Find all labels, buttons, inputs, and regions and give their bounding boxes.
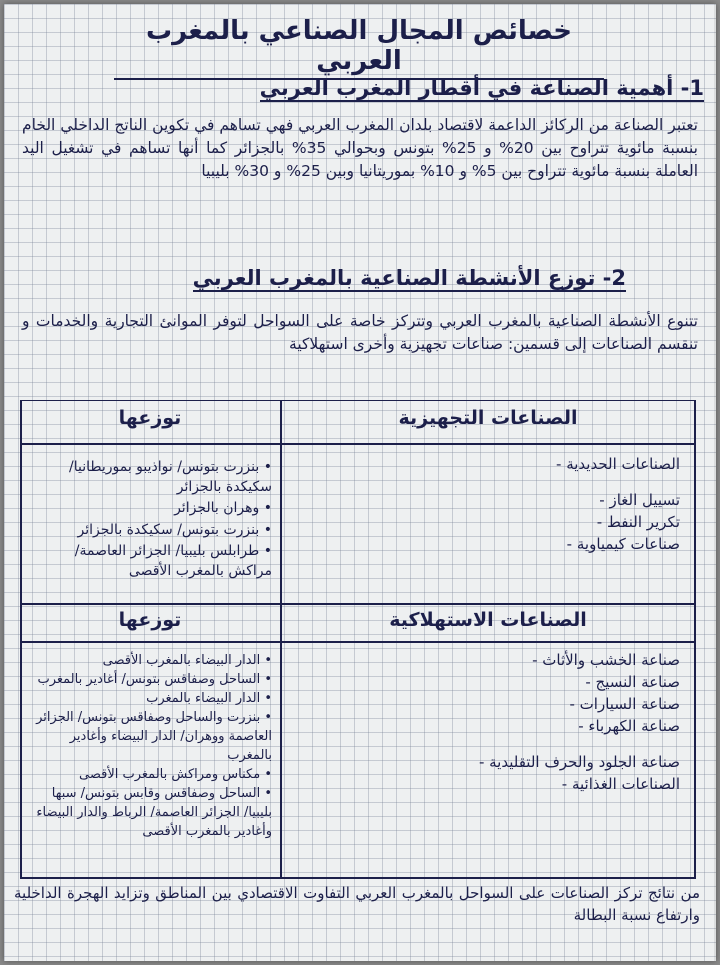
conclusion-text: من نتائج تركز الصناعات على السواحل بالمغرب العربي التفاوت الاقتصادي بين المناطق وتزايد الهجرة الداخلية وارتفاع نسبة البطالة [14, 884, 700, 924]
equipment-industries-list [290, 453, 680, 555]
list-item: • مكناس ومراكش بالمغرب الأقصى [32, 765, 272, 784]
list-item: • الدار البيضاء بالمغرب [32, 689, 272, 708]
list-item: صناعة الخشب والأثاث - [290, 649, 680, 671]
consumer-distribution-header: توزعها [118, 609, 182, 631]
table-divider-section [22, 603, 694, 605]
list-item: تسييل الغاز - [290, 489, 680, 511]
list-item: الصناعات الغذائية - [290, 773, 680, 795]
list-item: • طرابلس بليبيا/ الجزائر العاصمة/ مراكش بالمغرب الأقصى [32, 541, 272, 581]
list-item: صناعة الكهرباء - [290, 715, 680, 737]
list-item: • بنزرت والساحل وصفاقس بتونس/ الجزائر العاصمة ووهران/ الدار البيضاء وأغادير بالمغرب [32, 708, 272, 765]
section1-paragraph: تعتبر الصناعة من الركائز الداعمة لاقتصاد بلدان المغرب العربي فهي تساهم في تكوين الناتج الداخلي الخام بنسبة مائوية تتراوح بين 20% و 25% بتونس وبحوالي 35% بالجزائر كما أنها تساهم في تشغيل اليد العاملة بنسبة مائوية تتراوح بين 5% و 10% بموريتانيا وبين 25% و 30% بليبيا [22, 116, 698, 180]
section2-paragraph: تتنوع الأنشطة الصناعية بالمغرب العربي وتتركز خاصة على السواحل لتوفر الموانئ التجارية والخدمات و تنقسم الصناعات إلى قسمين: صناعات تجهيزية وأخرى استهلاكية [22, 312, 698, 353]
table-divider-header2 [22, 641, 694, 643]
industries-table [20, 400, 696, 879]
consumer-distribution-list [32, 651, 272, 841]
section2-heading: 2- توزع الأنشطة الصناعية بالمغرب العربي [192, 266, 626, 290]
list-item: • وهران بالجزائر [32, 497, 272, 519]
section1-heading: 1- أهمية الصناعة في أقطار المغرب العربي [259, 76, 704, 100]
list-item: • بنزرت بتونس/ سكيكدة بالجزائر [32, 519, 272, 541]
list-item: صناعات كيمياوية - [290, 533, 680, 555]
table-divider-header1 [22, 443, 694, 445]
list-item: تكرير النفط - [290, 511, 680, 533]
table-divider-vertical [280, 401, 282, 877]
notebook-page [4, 4, 716, 961]
equipment-distribution-list [32, 457, 272, 581]
equipment-distribution-header: توزعها [118, 407, 182, 429]
list-item: • بنزرت بتونس/ نواذيبو بموريطانيا/ سكيكدة بالجزائر [32, 457, 272, 497]
page-edge-shadow [714, 4, 716, 961]
consumer-industries-header: الصناعات الاستهلاكية [389, 609, 587, 631]
list-item: الصناعات الحديدية - [290, 453, 680, 475]
list-item: صناعة الجلود والحرف التقليدية - [290, 751, 680, 773]
equipment-industries-header: الصناعات التجهيزية [398, 407, 578, 429]
list-item: • الساحل وصفاقس وقابس بتونس/ سبها بليبيا/ الجزائر العاصمة/ الرباط والدار البيضاء وأغادير بالمغرب الأقصى [32, 784, 272, 841]
list-item: • الدار البيضاء بالمغرب الأقصى [32, 651, 272, 670]
list-item: • الساحل وصفاقس بتونس/ أغادير بالمغرب [32, 670, 272, 689]
list-item: صناعة النسيج - [290, 671, 680, 693]
list-item: صناعة السيارات - [290, 693, 680, 715]
page-title: خصائص المجال الصناعي بالمغرب العربي [114, 16, 604, 80]
consumer-industries-list [290, 649, 680, 795]
